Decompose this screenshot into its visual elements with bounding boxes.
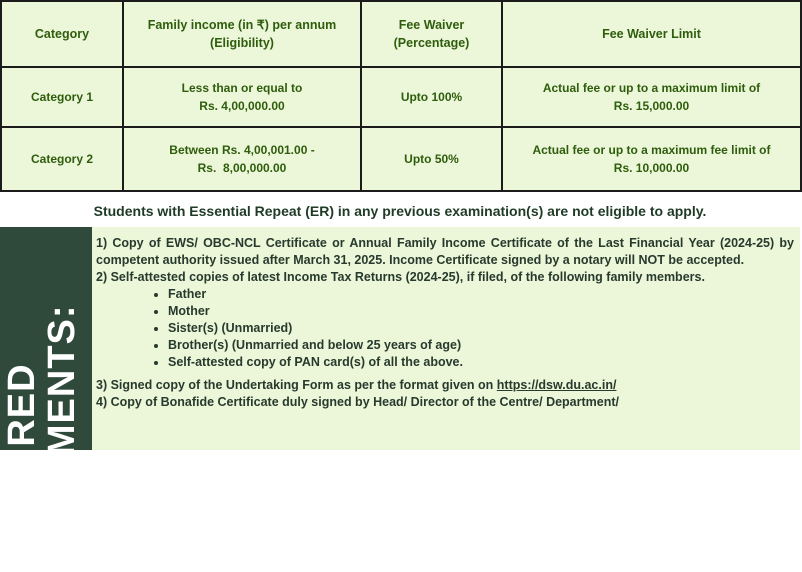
cell-income: Less than or equal to Rs. 4,00,000.00 [123, 67, 361, 127]
cell-category: Category 2 [1, 127, 123, 191]
cell-waiver: Upto 100% [361, 67, 502, 127]
list-item: • Brother(s) (Unmarried and below 25 years of age) [168, 337, 794, 354]
header-category: Category [1, 1, 123, 67]
header-family-income: Family income (in ₹) per annum (Eligibility) [123, 1, 361, 67]
header-fee-waiver: Fee Waiver (Percentage) [361, 1, 502, 67]
list-item: • Father [168, 286, 794, 303]
list-item: • Sister(s) (Unmarried) [168, 320, 794, 337]
list-item: • Mother [168, 303, 794, 320]
undertaking-form-link[interactable]: https://dsw.du.ac.in/ [496, 378, 617, 392]
required-documents-list [92, 227, 800, 450]
cell-waiver: Upto 50% [361, 127, 502, 191]
cell-income: Between Rs. 4,00,001.00 - Rs. 8,00,000.00 [123, 127, 361, 191]
table-row [1, 127, 801, 191]
table-header-row [1, 1, 801, 67]
document-item-3: 3) Signed copy of the Undertaking Form as per the format given on https://dsw.du.ac.in/ [96, 378, 617, 392]
required-documents-sidebar [0, 227, 92, 572]
eligibility-notice: Students with Essential Repeat (ER) in any previous examination(s) are not eligible to apply. [93, 203, 707, 219]
cell-limit: Actual fee or up to a maximum fee limit of Rs. 10,000.00 [502, 127, 801, 191]
table-row [1, 67, 801, 127]
required-documents-heading: REQUIRED DOCUMENTS: [1, 304, 83, 572]
document-item-4: 4) Copy of Bonafide Certificate duly signed by Head/ Director of the Centre/ Department/ [96, 395, 619, 409]
fee-waiver-table [0, 0, 802, 192]
cell-category: Category 1 [1, 67, 123, 127]
header-fee-waiver-limit: Fee Waiver Limit [502, 1, 801, 67]
cell-limit: Actual fee or up to a maximum limit of Rs. 15,000.00 [502, 67, 801, 127]
document-item-1: 1) Copy of EWS/ OBC-NCL Certificate or Annual Family Income Certificate of the Last Financial Year (2024-25) by competent authority issued after March 31, 2025. Income Certificate signed by a notary will NOT be accepted. [96, 236, 794, 267]
document-item-2: 2) Self-attested copies of latest Income Tax Returns (2024-25), if filed, of the following family members. [96, 270, 705, 284]
family-members-list [96, 286, 794, 371]
list-item: • Self-attested copy of PAN card(s) of all the above. [168, 354, 794, 371]
